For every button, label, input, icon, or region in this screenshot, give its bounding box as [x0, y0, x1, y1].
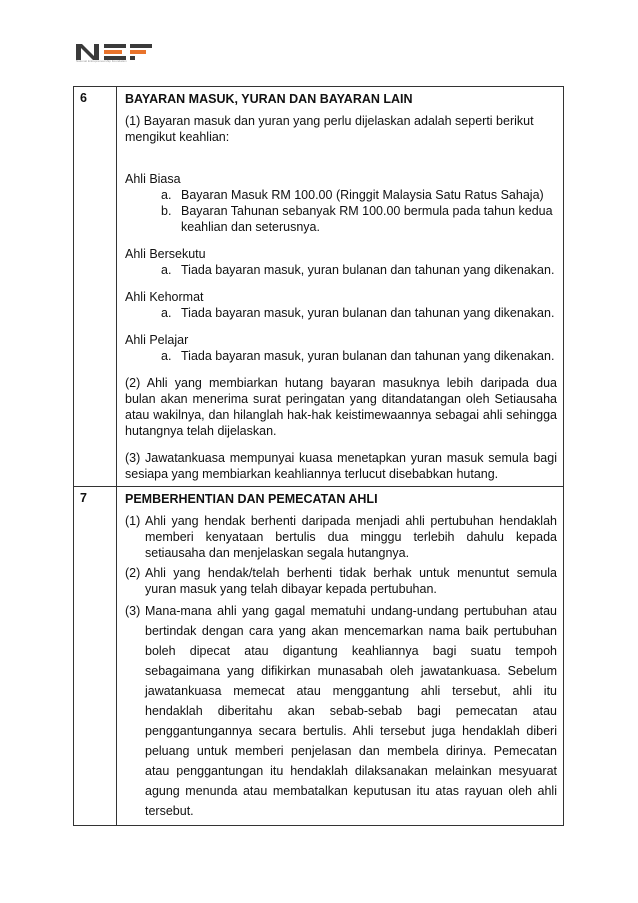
list-item: a. Tiada bayaran masuk, yuran bulanan dan tahunan yang dikenakan. — [161, 349, 555, 363]
list-item: a. Bayaran Masuk RM 100.00 (Ringgit Malaysia Satu Ratus Sahaja) — [161, 188, 544, 202]
group-name: Ahli Bersekutu — [125, 247, 206, 261]
group-name: Ahli Biasa — [125, 172, 181, 186]
section-intro: (1) Bayaran masuk dan yuran yang perlu dijelaskan adalah seperti berikut mengikut keahlian: — [125, 114, 534, 144]
list-item: a. Tiada bayaran masuk, yuran bulanan dan tahunan yang dikenakan. — [161, 306, 555, 320]
section-row-6 — [74, 87, 564, 487]
group-name: Ahli Kehormat — [125, 290, 204, 304]
section-number: 7 — [74, 487, 117, 826]
section-content — [117, 87, 564, 487]
clause: (3) Mana-mana ahli yang gagal mematuhi undang-undang pertubuhan atau bertindak dengan cara yang akan mencemarkan nama baik pertubuhan boleh dipecat atau digantung keahliannya bagi suatu tempoh sebagaimana yang difikirkan munasabah oleh jawatankuasa. Sebelum jawatankuasa memecat atau menggantung ahli tersebut, ahli itu hendaklah diberitahu akan sebab-sebab bagi pemecatan atau penggantungannya secara bertulis. Ahli tersebut juga hendaklah diberi peluang untuk memberi penjelasan dan membela dirinya. Pemecatan atau penggantungan itu hendaklah dilaksanakan melainkan mesyuarat agung menunda atau membatalkan keputusan itu atas rayuan oleh ahli tersebut. — [125, 604, 557, 818]
section-row-7 — [74, 487, 564, 826]
section-content — [117, 487, 564, 826]
list-item: b. Bayaran Tahunan sebanyak RM 100.00 bermula pada tahun kedua keahlian dan seterusnya. — [161, 204, 553, 234]
section-number: 6 — [74, 87, 117, 487]
constitution-table — [73, 86, 564, 826]
section-title: PEMBERHENTIAN DAN PEMECATAN AHLI — [125, 492, 378, 506]
group-name: Ahli Pelajar — [125, 333, 189, 347]
logo-tagline: National Entrepreneurship Foundation — [76, 59, 127, 63]
paragraph: (3) Jawatankuasa mempunyai kuasa menetapkan yuran masuk semula bagi sesiapa yang membiarkan keahliannya terlucut disebabkan hutang. — [125, 451, 557, 481]
section-title: BAYARAN MASUK, YURAN DAN BAYARAN LAIN — [125, 92, 413, 106]
clause: (2) Ahli yang hendak/telah berhenti tidak berhak untuk menuntut semula yuran masuk yang telah dibayar kepada pertubuhan. — [125, 566, 557, 596]
list-item: a. Tiada bayaran masuk, yuran bulanan dan tahunan yang dikenakan. — [161, 263, 555, 277]
clause: (1) Ahli yang hendak berhenti daripada menjadi ahli pertubuhan hendaklah memberi kenyataan bertulis dua minggu terlebih dahulu kepada setiausaha dan menjelaskan segala hutangnya. — [125, 514, 557, 560]
paragraph: (2) Ahli yang membiarkan hutang bayaran masuknya lebih daripada dua bulan akan menerima surat peringatan yang ditandatangan oleh Setiausaha atau wakilnya, dan hilanglah hak-hak keistimewaannya sebagai ahli sehingga hutangnya telah dijelaskan. — [125, 376, 557, 438]
